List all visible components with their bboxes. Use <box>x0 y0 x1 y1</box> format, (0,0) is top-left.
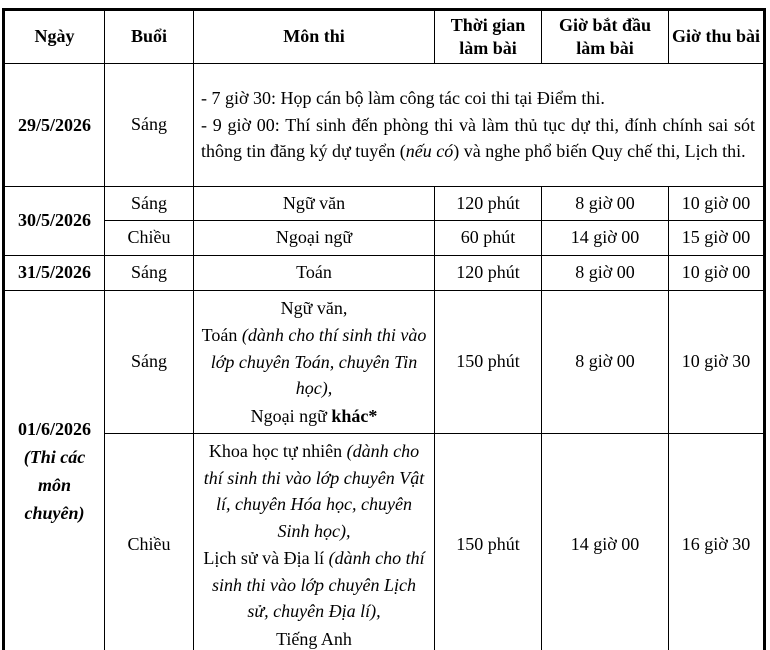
date-cell <box>4 290 105 650</box>
col-header-start-time: Giờ bắt đầu làm bài <box>542 10 669 64</box>
col-header-session: Buổi <box>105 10 194 64</box>
col-header-collect-time: Giờ thu bài <box>669 10 765 64</box>
table-row-may31 <box>4 255 765 290</box>
note-line-2: - 9 giờ 00: Thí sinh đến phòng thi và làm thủ tục dự thi, đính chính sai sót thông tin đăng ký dự tuyển (nếu có) và nghe phổ biến Quy chế thi, Lịch thi. <box>201 115 755 161</box>
start-time-cell: 8 giờ 00 <box>542 187 669 221</box>
note-cell <box>194 64 765 187</box>
table-row-may29 <box>4 64 765 187</box>
start-time-cell: 14 giờ 00 <box>542 220 669 255</box>
table-row-may30-afternoon <box>4 220 765 255</box>
col-header-duration: Thời gian làm bài <box>435 10 542 64</box>
duration-cell: 120 phút <box>435 255 542 290</box>
date-text: 01/6/2026 <box>17 418 91 439</box>
subject-item: Lịch sử và Địa lí (dành cho thí sinh thi vào lớp chuyên Lịch sử, chuyên Địa lí), <box>203 548 425 621</box>
duration-cell: 120 phút <box>435 187 542 221</box>
col-header-date: Ngày <box>4 10 105 64</box>
note-line-1: - 7 giờ 30: Họp cán bộ làm công tác coi thi tại Điểm thi. <box>201 88 605 108</box>
session-cell: Sáng <box>105 290 194 434</box>
session-cell: Sáng <box>105 255 194 290</box>
date-cell: 30/5/2026 <box>4 187 105 256</box>
start-time-cell: 8 giờ 00 <box>542 255 669 290</box>
duration-cell: 150 phút <box>435 290 542 434</box>
col-header-subject: Môn thi <box>194 10 435 64</box>
subject-item: Ngữ văn, <box>280 297 348 318</box>
duration-cell: 60 phút <box>435 220 542 255</box>
subject-item: Ngoại ngữ khác* <box>250 405 378 426</box>
table-row-jun01-morning <box>4 290 765 434</box>
subject-cell <box>194 290 435 434</box>
session-cell: Sáng <box>105 64 194 187</box>
date-cell: 29/5/2026 <box>4 64 105 187</box>
start-time-cell: 8 giờ 00 <box>542 290 669 434</box>
date-note-text: (Thi các môn chuyên) <box>23 446 86 523</box>
collect-time-cell: 10 giờ 00 <box>669 187 765 221</box>
start-time-cell: 14 giờ 00 <box>542 434 669 650</box>
subject-cell: Ngoại ngữ <box>194 220 435 255</box>
collect-time-cell: 15 giờ 00 <box>669 220 765 255</box>
subject-item: Toán (dành cho thí sinh thi vào lớp chuyên Toán, chuyên Tin học), <box>201 325 427 398</box>
header-row <box>4 10 765 64</box>
collect-time-cell: 10 giờ 00 <box>669 255 765 290</box>
session-cell: Sáng <box>105 187 194 221</box>
subject-cell <box>194 434 435 650</box>
subject-item: Tiếng Anh <box>276 628 352 649</box>
date-cell: 31/5/2026 <box>4 255 105 290</box>
subject-cell: Toán <box>194 255 435 290</box>
collect-time-cell: 16 giờ 30 <box>669 434 765 650</box>
exam-schedule-table <box>2 8 766 650</box>
collect-time-cell: 10 giờ 30 <box>669 290 765 434</box>
table-row-may30-morning <box>4 187 765 221</box>
subject-item: Khoa học tự nhiên (dành cho thí sinh thi vào lớp chuyên Vật lí, chuyên Hóa học, chuyên Sinh học), <box>203 441 425 541</box>
session-cell: Chiều <box>105 434 194 650</box>
duration-cell: 150 phút <box>435 434 542 650</box>
table-row-jun01-afternoon <box>4 434 765 650</box>
session-cell: Chiều <box>105 220 194 255</box>
subject-cell: Ngữ văn <box>194 187 435 221</box>
